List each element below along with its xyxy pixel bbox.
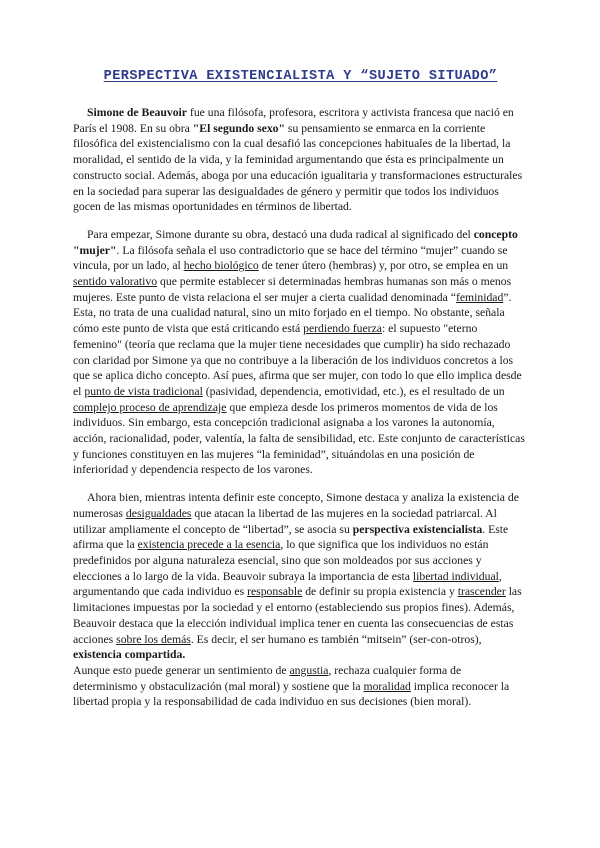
bold-text: concepto "mujer" [73, 227, 518, 257]
underlined-text: perdiendo fuerza [303, 322, 382, 336]
text-run: , argumentando que cada individuo es [73, 569, 502, 599]
text-run: , rechaza cualquier forma de determinismo y obstaculización (mal moral) y sostiene que la [73, 663, 462, 693]
underlined-text: trascender [457, 585, 506, 599]
bold-text: Simone de Beauvoir [87, 106, 187, 119]
text-run: . Este afirma que la [73, 522, 509, 552]
paragraph-concepto-mujer [73, 227, 528, 478]
text-run: Ahora bien, mientras intenta definir este concepto, Simone destaca y analiza la existencia de numerosas [73, 491, 519, 520]
underlined-text: complejo proceso de aprendizaje [73, 400, 227, 414]
text-run: implica reconocer la libertad propia y la responsabilidad de cada individuo en sus decisiones (bien moral). [73, 679, 510, 709]
underlined-text: sobre los demás [116, 632, 191, 646]
text-run: que permite establecer si determinadas hembras humanas son más o menos mujeres. Este punto de vista relaciona el ser mujer a cierta cualidad denominada “ [73, 275, 512, 304]
underlined-text: moralidad [363, 679, 411, 693]
underlined-text: feminidad [455, 290, 504, 304]
text-run: (pasividad, dependencia, emotividad, etc.), es el resultado de un [202, 384, 505, 398]
underlined-text: angustia [289, 663, 329, 677]
text-run: ”. Esta, no trata de una cualidad natural, sino un mito forjado en el tiempo. No obstante, señala cómo este punto de vista que está criticando está [73, 290, 512, 336]
bold-text: "El segundo sexo" [192, 121, 285, 135]
paragraph-angustia [73, 663, 528, 710]
paragraph-libertad [73, 490, 528, 663]
text-run: su pensamiento se enmarca en la corriente filosófica del existencialismo con la cual desafió las concepciones habituales de la libertad, la moralidad, el sentido de la vida, y la feminidad argumentando que ésta es principalmente un constructo social. Además, aboga por una educación igualitaria y transformaciones estructurales en la sociedad para superar las desigualdades de género y permitir que todos los individuos gocen de las mismas oportunidades en términos de libertad. [73, 121, 523, 214]
document-title: PERSPECTIVA EXISTENCIALISTA Y “SUJETO SITUADO” [103, 69, 498, 84]
text-run: . La filósofa señala el uso contradictorio que se hace del término “mujer” cuando se vincula, por un lado, al [73, 243, 508, 273]
underlined-text: punto de vista tradicional [84, 384, 203, 398]
underlined-text: existencia precede a la esencia [137, 538, 281, 552]
underlined-text: sentido valorativo [73, 275, 158, 289]
text-run: que atacan la libertad de las mujeres en la sociedad patriarcal. Al utilizar ampliamente el concepto de “libertad”, se asocia su [73, 506, 497, 536]
text-run: Para empezar, Simone durante su obra, destacó una duda radical al significado del [87, 227, 474, 241]
text-run: de tener útero (hembras) y, por otro, se emplea en un [258, 259, 509, 273]
underlined-text: hecho biológico [183, 259, 259, 273]
underlined-text: libertad individual [412, 569, 499, 583]
bold-text: perspectiva existencialista [352, 522, 483, 536]
text-run: . Es decir, el ser humano es también “mitsein” (ser-con-otros), [190, 632, 482, 646]
bold-text: existencia compartida. [73, 648, 186, 662]
underlined-text: responsable [247, 585, 303, 599]
text-run: las limitaciones impuestas por la sociedad y el entorno (estableciendo sus propios fines). Además, Beauvoir destaca que la elección individual implica tener en cuenta las consecuencias de estas acciones [73, 585, 522, 646]
paragraph-intro [73, 105, 528, 215]
text-run: : el supuesto "eterno femenino" (teoría que reclama que la mujer tiene necesidades que cumplir) ha sido rechazado con claridad por Simone ya que no contribuye a la liberación de los individuos concretos a los que se aplica dicho concepto. Así pues, afirma que ser mujer, con todo lo que ello implica desde el [73, 322, 522, 398]
text-run: de definir su propia existencia y [302, 585, 458, 599]
underlined-text: desigualdades [125, 506, 192, 520]
text-run: , lo que significa que los individuos no están predefinidos por alguna naturaleza esencial, sino que son moldeados por sus acciones y elecciones a lo largo de la vida. Beauvoir subraya la importancia de esta [73, 538, 489, 583]
text-run: que empieza desde los primeros momentos de vida de los individuos. Sin embargo, esta concepción tradicional asignaba a los varones la autonomía, acción, racionalidad, poder, valentía, la falta de sensibilidad, etc. Este conjunto de características y funciones constituyen en las mujeres “la feminidad”, situándolas en una posición de inferioridad y dependencia respecto de los varones. [73, 400, 525, 477]
text-run: Aunque esto puede generar un sentimiento de [73, 663, 290, 677]
text-run: fue una filósofa, profesora, escritora y activista francesa que nació en París el 1908. En su obra [73, 106, 514, 135]
